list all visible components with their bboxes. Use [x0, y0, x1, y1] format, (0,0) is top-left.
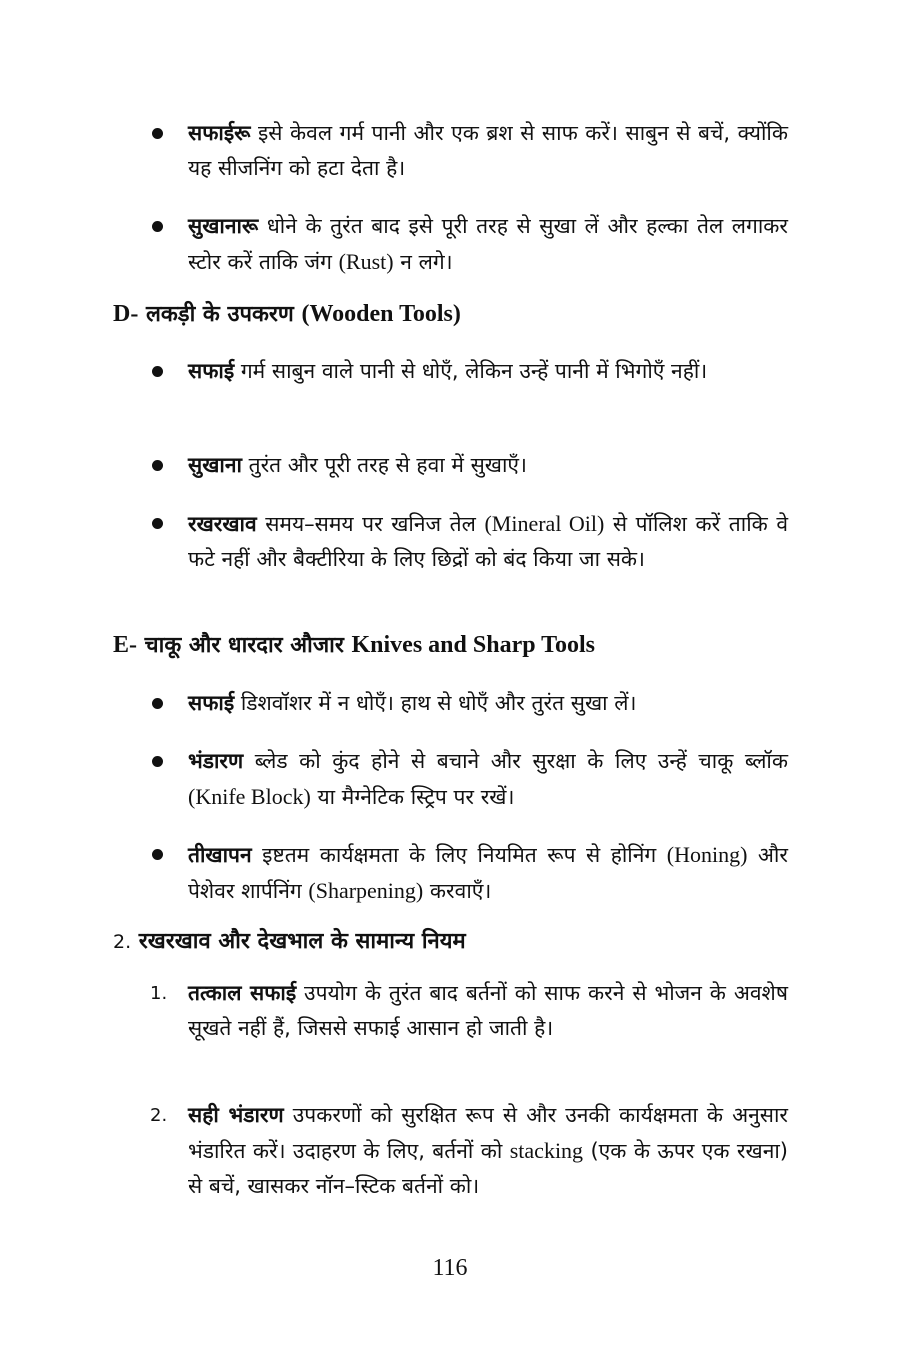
section-prefix: E-	[113, 632, 137, 658]
bullet-icon	[149, 837, 167, 872]
item-label: सफाईरू	[188, 121, 251, 145]
item-text-end: करवाएँ।	[423, 879, 492, 903]
item-text: ब्लेड को कुंद होने से बचाने और सुरक्षा के लिए उन्हें चाकू ब्लॉक	[243, 749, 788, 773]
item-label: रखरखाव	[188, 512, 257, 536]
bullet-icon	[149, 686, 167, 721]
item-latin: (Knife Block)	[188, 784, 311, 809]
item-text: उपयोग के तुरंत बाद बर्तनों को साफ करने से भोजन के अवशेष सूखते नहीं हैं, जिससे सफाई आसान हो जाती है।	[188, 981, 788, 1040]
item-latin: (Honing)	[666, 842, 748, 867]
section-title-latin: Knives and Sharp Tools	[351, 632, 595, 658]
bullet-icon	[149, 209, 167, 244]
list-item	[188, 506, 788, 577]
section-heading-d	[113, 297, 461, 332]
item-text-end: या मैग्नेटिक स्ट्रिप पर रखें।	[310, 785, 515, 809]
list-item	[188, 116, 788, 186]
list-number: 1.	[150, 983, 168, 1004]
item-label: तत्काल सफाई	[188, 981, 297, 1005]
section-heading-e	[113, 628, 595, 663]
section-title-latin: (Wooden Tools)	[301, 301, 461, 327]
item-text-end: न लगे।	[393, 250, 453, 274]
section-title: चाकू और धारदार औजार	[137, 633, 352, 658]
list-item	[188, 744, 788, 815]
section-prefix: D-	[113, 301, 139, 327]
item-text-mid: और पेशेवर शार्पनिंग	[188, 843, 788, 903]
item-label: सुखानारू	[188, 214, 259, 238]
item-label: सफाई	[188, 691, 235, 715]
item-text: धोने के तुरंत बाद इसे पूरी तरह से सुखा लें और हल्का तेल लगाकर स्टोर करें ताकि जंग	[188, 214, 788, 274]
item-label: सही भंडारण	[188, 1103, 284, 1127]
item-label: सफाई	[188, 359, 235, 383]
bullet-icon	[149, 506, 167, 541]
section-title: लकड़ी के उपकरण	[138, 302, 302, 327]
item-latin-2: (Sharpening)	[308, 878, 424, 903]
item-text: उपकरणों को सुरक्षित रूप से और उनकी कार्यक्षमता के अनुसार भंडारित करें। उदाहरण के लिए, बर्तनों को	[188, 1103, 788, 1163]
item-label: तीखापन	[188, 843, 252, 867]
item-text-end: (एक के ऊपर एक रखना) से बचें, खासकर नॉन–स्टिक बर्तनों को।	[188, 1139, 788, 1198]
item-latin: (Rust)	[338, 249, 394, 274]
list-item	[188, 976, 788, 1046]
list-item	[188, 837, 788, 909]
section-number: 2.	[113, 931, 132, 953]
bullet-icon	[149, 744, 167, 779]
item-text: समय–समय पर खनिज तेल	[256, 512, 485, 536]
item-latin: stacking	[509, 1138, 584, 1163]
list-number: 2.	[150, 1105, 168, 1126]
list-item	[188, 354, 788, 389]
item-label: सुखाना	[188, 453, 242, 477]
section-title: रखरखाव और देखभाल के सामान्य नियम	[131, 929, 466, 954]
list-item	[188, 209, 788, 280]
list-item	[188, 1098, 788, 1204]
item-text: इसे केवल गर्म पानी और एक ब्रश से साफ करें। साबुन से बचें, क्योंकि यह सीजनिंग को हटा देता है।	[188, 121, 788, 180]
section-heading-2	[113, 924, 466, 960]
item-text: गर्म साबुन वाले पानी से धोएँ, लेकिन उन्हें पानी में भिगोएँ नहीं।	[234, 359, 708, 383]
bullet-icon	[149, 354, 167, 389]
item-text-end: से पॉलिश करें ताकि वे फटे नहीं और बैक्टीरिया के लिए छिद्रों को बंद किया जा सके।	[188, 512, 789, 571]
item-label: भंडारण	[188, 749, 244, 773]
page-number: 116	[432, 1255, 468, 1281]
item-text: डिशवॉशर में न धोएँ। हाथ से धोएँ और तुरंत सुखा लें।	[234, 691, 637, 715]
list-item	[188, 686, 788, 721]
item-text: इष्टतम कार्यक्षमता के लिए नियमित रूप से होनिंग	[251, 843, 667, 867]
item-text: तुरंत और पूरी तरह से हवा में सुखाएँ।	[241, 453, 527, 477]
bullet-icon	[149, 448, 167, 483]
item-latin: (Mineral Oil)	[484, 511, 605, 536]
list-item	[188, 448, 788, 483]
bullet-icon	[149, 116, 167, 151]
